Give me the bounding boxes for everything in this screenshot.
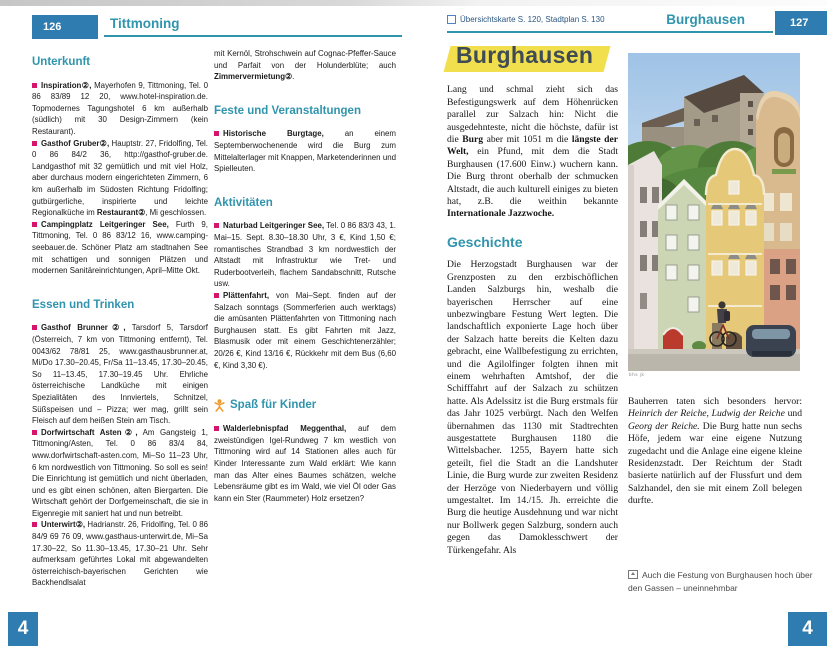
listing-text: Am Gangsteig 1, Tittmoning/Asten, Tel. 0 86 83/4 84, www.dorfwirtschaft-asten.com, Mi–So 11–23 Uhr, 6 km nordwestlich von Tittmoning. So soll es sein! Die Einrichtung ist gemütlich und nicht überladen, und es gibt einen schönen, alten Biergarten. Die Wirtschaft gehört der Dorfgemeinschaft, die sie in Eigenregie mit saniert hat und nun betreibt. [32,427,209,518]
listing-text: Furth 9, Tittmoning, Tel. 0 86 83/12 16, www.camping-seebauer.de. Schöner Platz am stadtnahen See mit schattigen und sonnigen Plätzen und modernen Sanitäreinrichtungen, April–Mitte Okt. [32,219,208,276]
listing-campingplatz [32,219,208,277]
photo-credit: bhs jk [629,372,645,377]
listing-text: . [292,72,295,82]
bullet-square-icon [214,426,219,431]
listing-historische-burgtage [214,128,396,174]
header-rule-left [104,35,402,37]
listing-naturbad [214,220,396,290]
intro-text: Lang und schmal zieht sich das Befestigungswerk auf dem Höhenrücken parallel zur Salzach hin: Nicht die ausgedehnteste, nicht die höchste, dafür ist die [447,84,618,146]
listing-name: Gasthof Gruber②, [41,138,110,148]
listing-plaettenfahrt [214,290,396,371]
bullet-square-icon [32,222,37,227]
builders-paragraph [628,396,802,508]
section-heading-unterkunft: Unterkunft [32,56,91,68]
intro-paragraph [447,84,618,220]
photo-caption [628,569,814,595]
right-page-main-column [447,42,618,557]
section-heading-spass-fuer-kinder [214,399,396,412]
pale-house [628,151,662,371]
header-rule-right [447,31,773,33]
page-number-left: 126 [32,15,98,39]
section-heading-essen-und-trinken: Essen und Trinken [32,298,135,311]
builders-italic: Georg der Reiche. [628,420,700,432]
listing-text: mit Kernöl, Strohschwein auf Cognac-Pfeffer-Sauce und Parfait von der Holunderblüte; auch [214,49,396,70]
listing-dorfwirtschaft-asten [32,427,208,520]
listing-text: Tarsdorf 5, Tarsdorf (Österreich, 7 km von Tittmoning entfernt), Tel. 0043/62 78/81 25, www.gasthausbrunner.at, Mi/Do 17.30–20.45, Fr/Sa 11–13.45, 17.30–20.45, So 11–13.45, 17.30–19.45 Uhr. Ehrliche österreichische Landküche mit einigen Spezialitäten des Innviertels, Schnitzel, Süßspeisen und – Pizza; wer mag, grillt sein Fleisch auf dem heißen Stein am Tisch. [32,323,208,426]
intro-bold: Burg [462,134,484,146]
builders-italic: Heinrich der Reiche, Ludwig der Reiche [628,408,785,420]
photo-burghausen-castle [628,53,800,371]
listing-text: auf dem zweistündigen Igel-Rundweg 7 km westlich von Tittmoning wird auf 14 Stationen alles auch für Kinder Interessante zum Wald erklärt: Wie kann man das Alter eines Baumes schätzen, welche Lebensräume gibt es im Wald, wie viel Öl oder Gas kann ein Ster (Raummeter) Holz ersetzen? [214,424,396,503]
map-reference-note [447,15,605,24]
history-paragraph: Die Herzogstadt Burghausen war der Grenzposten zu den erzbischöflichen Landen Salzburgs hin, weshalb die bayerischen Herrscher auf eine unbezwingbare Festung Wert legten. Die landschaftlich exponierte Lage hoch über der Salzach hatte bereits die Kelten dazu gebracht, eine Wallbefestigung zu errichten, und die Agilolfinger folgten ihnen mit einem wehrhaften Amtshof, der die Schifffahrt auf der Salzach zu schützen hatte. Als Adelssitz ist die Burg erstmals für das Jahr 1025 verbürgt. Nach den Welfen übernahmen das 1130 mit Stadtrechten ausgestattete Burghausen 1180 die Wittelsbacher. 1255, Bayern hatte sich geteilt, fiel die Stadt an die Landshuter Linie, die Burg wurde zur zweiten Residenz der Herzöge von Niederbayern und völlig umgestaltet. Im 14./15. Jh. erreichte die Burg die heutige Ausdehnung und war nicht nur Bollwerk gegen Salzburg, sondern auch gegen das Damoklesschwert der Türkengefahr. Als [447,259,618,556]
listing-text: von Mai–Sept. finden auf der Salzach sonntags (Sommerferien auch werktags) die amüsanten Plättenfahrten von Tittmoning nach Burghausen statt. Es gibt Fahrten mit Jazz, Blasmusik oder mit einem Geschichtenerzähler; 20/26 €, Kind 13/16 €, Rückkehr mit dem Bus (6,60 €, Kind 3,30 €). [214,291,396,370]
left-page-column-2 [214,48,396,504]
listing-text: Hauptstr. 27, Fridolfing, Tel. 0 86 84/2 36, http://gasthof-gruber.de. Landgasthof mit 32 gemütlich und mit viel Holz, aber durchaus modern eingerichteten Zimmern, 6 km außerhalb im Südosten Richtung Fridolfing; gutbürgerliche, inspirierte und leichte Regionalküche im [32,138,208,218]
intro-text: ein Pfund, mit dem die Stadt Burghausen (17.600 Einw.) wuchern kann. Die Burg thront oberhalb der schmucken Altstadt, die auch kulturell einiges zu bieten hat, z.B. die weithin bekannte [447,146,618,208]
listing-text: Tel. 0 86 83/3 43, 1. Mai–15. Sept. 8.30–18.30 Uhr, 3 €, Kind 1,50 €; romantisches Strandbad 3 km nordwestlich der Altstadt mit Infrastruktur wie Tret- und Ruderbootverleih, flachem Sandabschnitt, Rutsche usw. [214,221,396,289]
chapter-tab-left: 4 [8,612,38,646]
bullet-square-icon [32,141,37,146]
listing-unterwirt [32,519,208,589]
section-heading-label: Spaß für Kinder [230,399,317,412]
listing-gasthof-gruber [32,138,208,219]
running-head-right: Burghausen [666,12,745,27]
chapter-title [447,42,607,72]
builders-text: Die Burg hatte nun sechs Höfe, jedem war eine eigene Nutzung zugedacht und die Anlage eine eigene kleine Residenzstadt. Der Reichtum der Stadt basierte natürlich auf der Flussfurt und dem Salzhandel, den sie mit einem Zoll belegen durfte. [628,420,802,507]
listing-text: Hadrianstr. 26, Fridolfing, Tel. 0 86 84/9 69 76 09, www.gasthaus-unterwirt.de, Mi–Sa 17.30–22, So 11.30–13.45, 17.30–21 Uhr. Sehr aufmerksam geführtes Lokal mit abgewandelten österreichisch-bayerischen Gerichten wie Backhendlsalat [32,520,208,588]
map-note-text: Übersichtskarte S. 120, Stadtplan S. 130 [460,15,605,24]
photo-reference-icon [628,570,638,579]
listing-gasthof-brunner [32,322,208,426]
bullet-square-icon [32,83,37,88]
listing-name: Campingplatz Leitgeringer See, [41,219,169,229]
chapter-title-text: Burghausen [456,42,594,68]
photo-caption-text: Auch die Festung von Burghausen hoch über den Gassen – uneinnehmbar [628,570,813,593]
listing-text: Mayerhofen 9, Tittmoning, Tel. 0 86 83/89 12 20, www.hotel-inspiration.de. Topmodernes Tagungshotel 6 km außerhalb (südlich) mit 30 Design-Zimmern (kein Restaurant). [32,80,208,137]
section-heading-aktivitaeten: Aktivitäten [214,196,273,209]
builders-text: Bauherren taten sich besonders hervor: [628,396,802,407]
car [746,325,796,357]
section-heading-geschichte: Geschichte [447,233,523,250]
listing-inspiration [32,80,208,138]
intro-bold: längste der Welt, [447,134,618,158]
listing-name: Gasthof Brunner②, [41,323,126,333]
listing-continuation [214,48,396,83]
listing-walderlebnispfad [214,423,396,504]
bullet-square-icon [32,522,37,527]
green-house [658,179,710,371]
listing-text: , Mi geschlossen. [145,208,207,218]
bullet-square-icon [214,131,219,136]
scan-top-edge [0,0,827,6]
intro-bold: Internationale Jazzwoche. [447,208,555,220]
listing-name: Plättenfahrt, [223,291,270,300]
map-icon [447,15,456,24]
builders-text: und [784,408,802,420]
running-head-left: Tittmoning [110,16,180,31]
listing-name: Naturbad Leitgeringer See, [223,221,325,231]
listing-name: Unterwirt②, [41,520,86,530]
bullet-square-icon [32,430,37,435]
bullet-square-icon [214,223,219,228]
listing-name: Zimmervermietung② [214,72,293,82]
right-page-sub-column [628,396,802,508]
section-heading-feste: Feste und Veranstaltungen [214,104,361,117]
listing-text: an einem Septemberwochenende wird die Burg zum Mittelalterlager mit Knappen, Marketenderinnen und Spielleuten. [214,129,396,174]
listing-name: Dorfwirtschaft Asten②, [41,427,138,437]
listing-name: Historische Burgtage, [223,129,324,139]
listing-name: Walderlebnispfad Meggenthal, [223,424,347,434]
intro-text: aber mit 1051 m die [483,134,572,146]
bullet-square-icon [32,325,37,330]
listing-name: Inspiration②, [41,80,92,90]
page-number-right: 127 [775,11,827,35]
child-icon [214,399,225,412]
left-page-column-1 [32,56,208,589]
bullet-square-icon [214,293,219,298]
listing-name-secondary: Restaurant② [96,208,146,218]
chapter-tab-right: 4 [788,612,827,646]
